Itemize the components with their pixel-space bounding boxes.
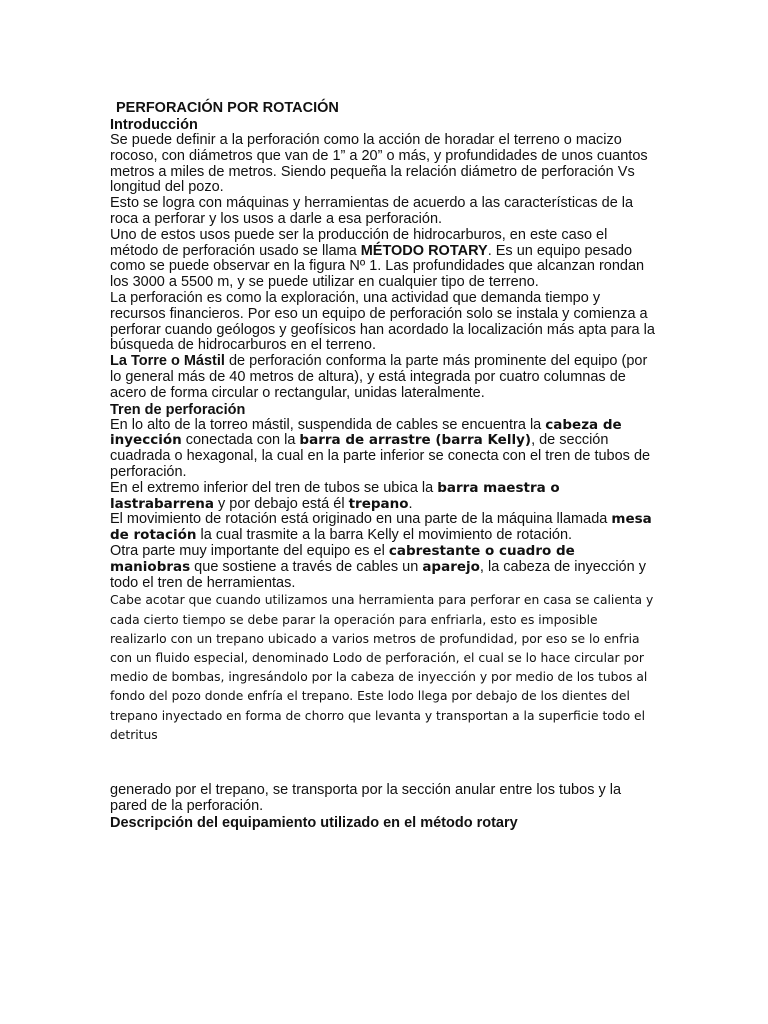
paragraph-detritus: generado por el trepano, se transporta por la sección anular entre los tubos y la pared de la perforación. [110,781,622,814]
text-segment: que sostiene a través de cables un [190,558,423,575]
text-segment: En lo alto de la torreo mástil, suspendida de cables se encuentra la [110,416,546,433]
text-segment: conectada con la [181,432,300,449]
text-segment: El movimiento de rotación está originado en una parte de la máquina llamada [110,511,612,528]
text-segment: . [408,495,413,512]
paragraph-lodo: Cabe acotar que cuando utilizamos una herramienta para perforar en casa se calienta y cada cierto tiempo se debe parar la operación para enfriarla, esto es imposible realizarlo con un trepano ubicado a varios metros de profundidad, por eso se lo enfria con un fluido especial, denominado Lodo de perforación, el cual se lo hace circular por medio de bombas, ingresándolo por la cabeza de inyección y por medio de los tubos al fondo del pozo donde enfría el trepano. Este lodo llega por debajo de los dientes del trepano inyectado en forma de chorro que levanta y transportan a la superficie todo el detritus [110,593,654,742]
page-gap [110,745,658,783]
paragraph-cabrestante [110,544,658,591]
term-cabeza-inyeccion: cabeza de inyección [110,416,622,449]
text-segment: En el extremo inferior del tren de tubos se ubica la [110,479,438,496]
paragraph-rotary-method [110,228,658,291]
paragraph-exploration: La perforación es como la exploración, una actividad que demanda tiempo y recursos financieros. Por eso un equipo de perforación solo se instala y comienza a perforar cuando geólogos y geofísicos han acordado la localización más apta para la búsqueda de hidrocarburos en el terreno. [110,289,655,354]
paragraph-torre [110,354,658,401]
paragraph-definition: Se puede definir a la perforación como la acción de horadar el terreno o macizo rocoso, con diámetros que van de 1” a 20” o más, y profundidades de unos cuantos metros a miles de metros. Siendo pequeña la relación diámetro de perforación Vs longitud del pozo. [110,132,648,196]
paragraph-barra-maestra [110,481,658,513]
document-page [110,100,658,831]
term-cabrestante: cabrestante o cuadro de maniobras [110,542,575,575]
term-metodo-rotary: MÉTODO ROTARY [360,242,488,259]
text-segment: la cual trasmite a la barra Kelly el movimiento de rotación. [196,527,573,544]
term-mesa-rotacion: mesa de rotación [110,511,652,544]
text-segment: , de sección cuadrada o hexagonal, la cual en la parte inferior se conecta con el tren de tubos de perforación. [110,432,651,480]
text-segment: Uno de estos usos puede ser la producción de hidrocarburos, en este caso el método de perforación usado se llama [110,226,608,259]
text-segment: de perforación conforma la parte más prominente del equipo (por lo general más de 40 metros de altura), y está integrada por cuatro columnas de acero de forma circular o rectangular, unidas lateralmente. [110,353,648,401]
paragraph-machines: Esto se logra con máquinas y herramientas de acuerdo a las características de la roca a perforar y los usos a darle a esa perforación. [110,195,634,227]
text-segment: y por debajo está él [213,495,349,512]
description-heading: Descripción del equipamiento utilizado en el método rotary [110,814,518,831]
term-torre-mastil: La Torre o Mástil [110,353,225,370]
text-segment: . Es un equipo pesado como se puede observar en la figura Nº 1. Las profundidades que alcanzan rondan los 3000 a 5500 m, y se puede utilizar en cualquier tipo de terreno. [110,242,645,291]
term-barra-kelly: barra de arrastre (barra Kelly) [299,432,532,449]
tren-heading: Tren de perforación [110,401,246,418]
intro-heading: Introducción [110,117,198,133]
document-title: PERFORACIÓN POR ROTACIÓN [116,100,339,116]
text-segment: , la cabeza de inyección y todo el tren de herramientas. [110,558,646,591]
term-barra-maestra: barra maestra o lastrabarrena [110,479,560,512]
paragraph-mesa-rotacion [110,512,658,544]
paragraph-cabeza [110,418,658,481]
text-segment: Otra parte muy importante del equipo es el [110,542,389,559]
term-aparejo: aparejo [422,558,480,575]
term-trepano: trepano [348,495,409,512]
